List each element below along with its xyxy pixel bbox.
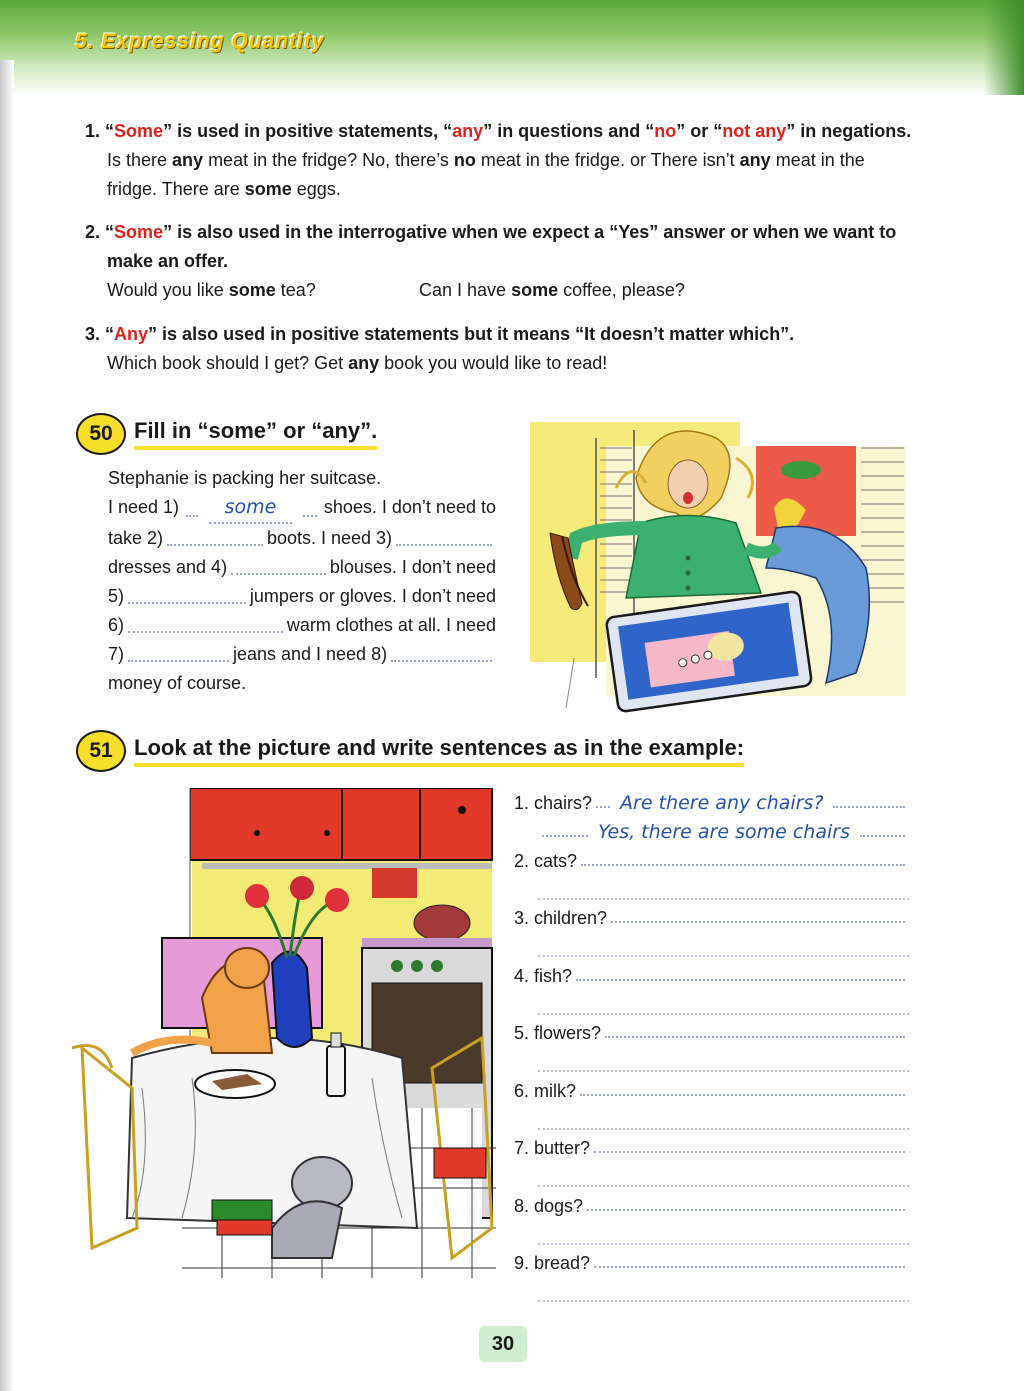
- ex50-line: take 2) boots. I need 3): [108, 524, 496, 553]
- blank-8[interactable]: [391, 640, 492, 662]
- answer-blank[interactable]: [611, 921, 905, 923]
- question-item: 3. children?: [514, 900, 909, 958]
- answer-1[interactable]: some: [209, 493, 293, 524]
- ex50-line: money of course.: [108, 673, 247, 693]
- question-item: 4. fish?: [514, 958, 909, 1016]
- answer-blank[interactable]: [538, 929, 909, 957]
- woman-packing-illustration: [516, 418, 908, 718]
- answer-blank[interactable]: [576, 979, 905, 981]
- exercise-number-badge: 51: [76, 730, 126, 772]
- answer-blank[interactable]: [594, 1266, 905, 1268]
- rule-1-heading: 1. “Some” is used in positive statements, “any” in questions and “no” or “not any” in negations.: [85, 121, 912, 141]
- answer-blank[interactable]: [605, 1036, 905, 1038]
- rule-1-example-cont: fridge. There are some eggs.: [107, 179, 341, 199]
- chapter-title: 5. Expressing Quantity: [75, 30, 325, 53]
- answer-blank[interactable]: [538, 987, 909, 1015]
- answer-blank[interactable]: [580, 1094, 905, 1096]
- blank-2[interactable]: [167, 524, 263, 546]
- answer-blank[interactable]: [594, 1151, 905, 1153]
- answer-blank[interactable]: [538, 1274, 909, 1302]
- exercise-title: Fill in “some” or “any”.: [134, 418, 377, 450]
- answer-blank[interactable]: [581, 864, 905, 866]
- blank-5[interactable]: [128, 582, 246, 604]
- header-edge: [984, 0, 1024, 95]
- rule-1-example: Is there any meat in the fridge? No, there’s no meat in the fridge. or There isn’t any meat in the: [107, 150, 865, 170]
- ex50-line: I need 1) some shoes. I don’t need to: [108, 493, 496, 524]
- exercise-number-badge: 50: [76, 413, 126, 455]
- page-number: 30: [479, 1326, 527, 1362]
- ex50-line: 6) warm clothes at all. I need: [108, 611, 496, 640]
- ex50-line: 7) jeans and I need 8): [108, 640, 496, 669]
- ex50-line: Stephanie is packing her suitcase.: [108, 468, 382, 488]
- ex50-line: 5) jumpers or gloves. I don’t need: [108, 582, 496, 611]
- rule-number: 1.: [85, 121, 101, 141]
- example-answer-reply: Yes, there are some chairs: [598, 821, 850, 843]
- question-item: 1. chairs? Are there any chairs? Yes, there are some chairs: [514, 785, 909, 843]
- blank-4[interactable]: [231, 553, 326, 575]
- rule-2-heading: 2. “Some” is also used in the interrogative when we expect a “Yes” answer or when we want to: [85, 222, 897, 242]
- rule-1: [85, 117, 945, 204]
- blank-7[interactable]: [128, 640, 229, 662]
- exercise-50-heading: [76, 413, 377, 455]
- exercise-title: Look at the picture and write sentences as in the example:: [134, 735, 744, 767]
- question-item: 9. bread?: [514, 1245, 909, 1303]
- blank-6[interactable]: [128, 611, 283, 633]
- question-item: 2. cats?: [514, 843, 909, 901]
- answer-blank[interactable]: [538, 1044, 909, 1072]
- exercise-50-text: [108, 464, 496, 698]
- rule-3-example: Which book should I get? Get any book you would like to read!: [107, 353, 608, 373]
- exercise-51-heading: [76, 730, 744, 772]
- question-item: 7. butter?: [514, 1130, 909, 1188]
- blank-3[interactable]: [396, 524, 492, 546]
- question-item: 5. flowers?: [514, 1015, 909, 1073]
- ex50-line: dresses and 4) blouses. I don’t need: [108, 553, 496, 582]
- answer-blank[interactable]: [538, 1159, 909, 1187]
- rule-2-examples: Would you like some tea? Can I have some coffee, please?: [107, 280, 685, 300]
- kitchen-illustration: [72, 788, 496, 1278]
- answer-blank[interactable]: [538, 1217, 909, 1245]
- page-edge-shadow: [0, 60, 14, 1391]
- example-answer-question: Are there any chairs?: [620, 792, 824, 814]
- answer-blank[interactable]: [538, 1102, 909, 1130]
- answer-blank[interactable]: [587, 1209, 905, 1211]
- answer-blank[interactable]: [538, 872, 909, 900]
- rule-3-heading: 3. “Any” is also used in positive statements but it means “It doesn’t matter which”.: [85, 324, 795, 344]
- exercise-51-questions: [514, 785, 909, 1303]
- rule-2: 2. “Some” is also used in the interrogative when we expect a “Yes” answer or when we want to make an offer. Would you like some tea? Can I have some coffee, please?: [85, 218, 945, 305]
- question-item: 6. milk?: [514, 1073, 909, 1131]
- question-item: 8. dogs?: [514, 1188, 909, 1246]
- rule-3: [85, 320, 945, 378]
